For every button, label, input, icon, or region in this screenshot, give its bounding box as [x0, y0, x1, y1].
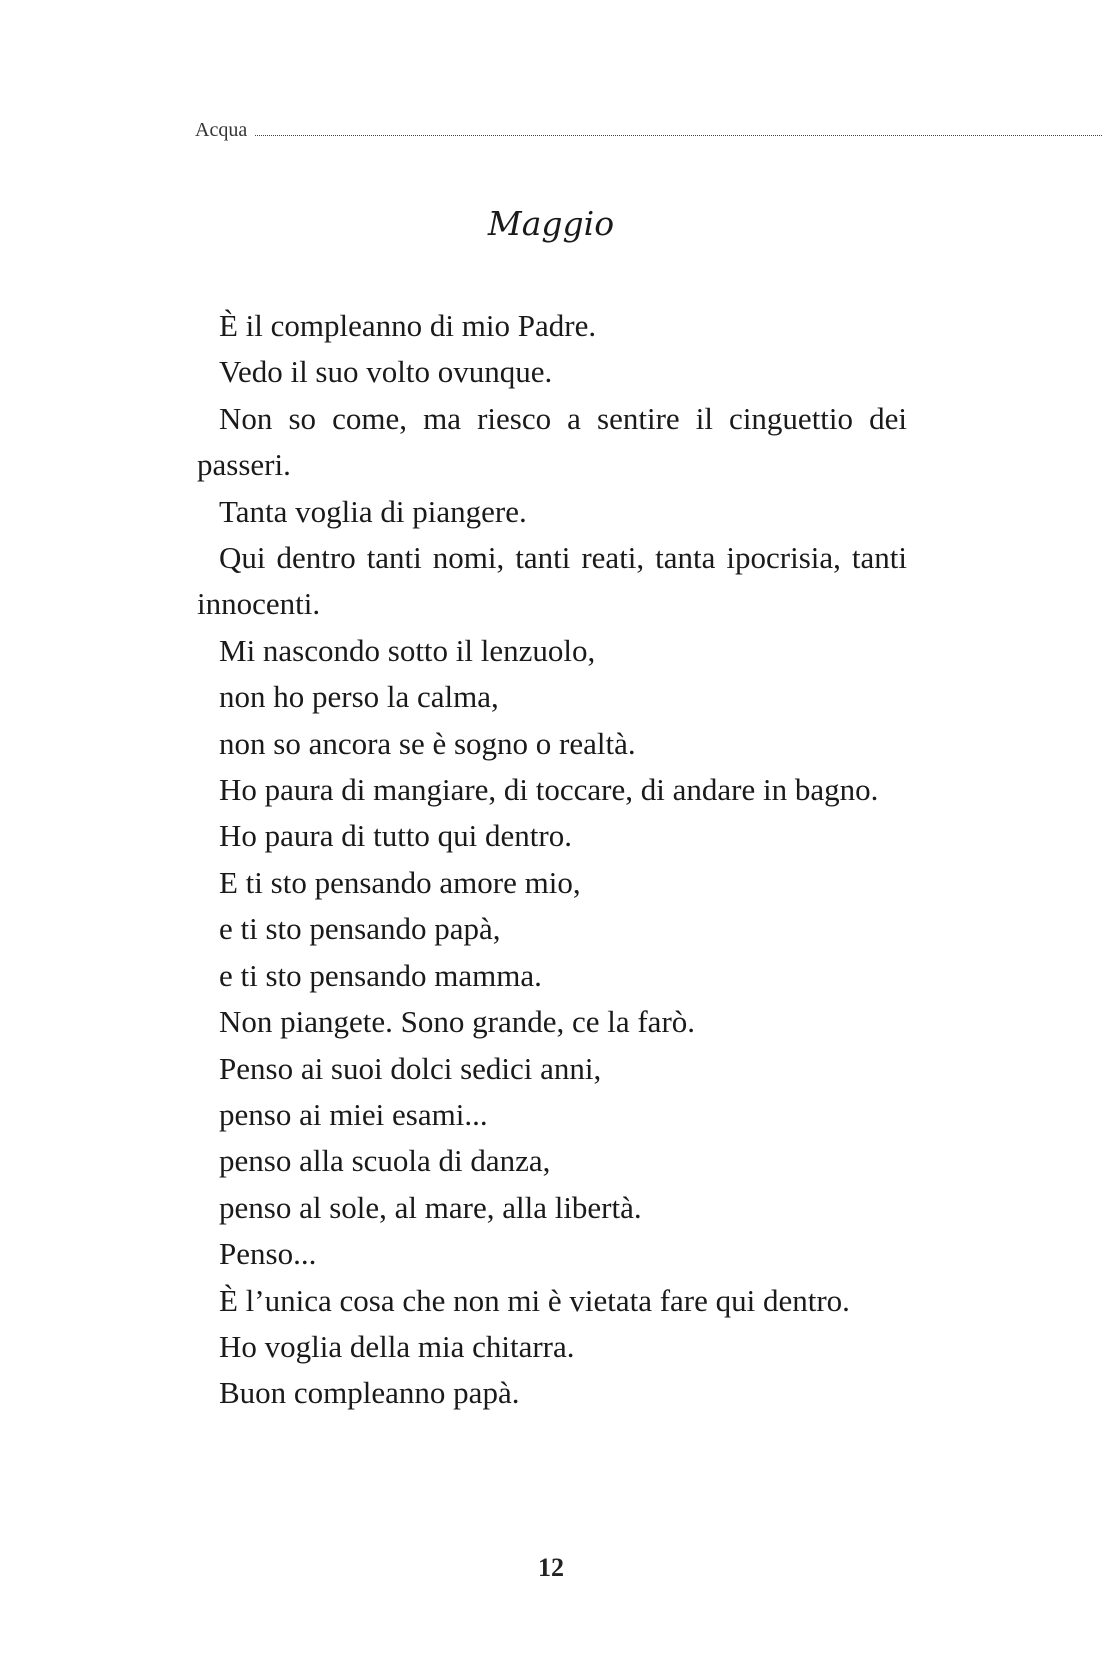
dotted-leader	[255, 135, 1102, 136]
poem-line: Vedo il suo volto ovunque.	[219, 354, 553, 390]
poem-line: e ti sto pensando papà,	[219, 911, 501, 947]
poem-line: Penso ai suoi dolci sedici anni,	[219, 1050, 602, 1086]
poem-line: non ho perso la calma,	[219, 679, 499, 715]
running-header	[195, 114, 1102, 140]
page-number: 12	[538, 1553, 564, 1582]
poem-line: penso al sole, al mare, alla libertà.	[219, 1189, 642, 1225]
poem-body	[197, 303, 907, 1417]
poem-line: Ho voglia della mia chitarra.	[219, 1328, 575, 1364]
poem-line: penso alla scuola di danza,	[219, 1143, 551, 1179]
running-header-title: Acqua	[195, 119, 248, 141]
poem-line: E ti sto pensando amore mio,	[219, 864, 581, 900]
chapter-title: Maggio	[487, 204, 615, 243]
poem-line: È il compleanno di mio Padre.	[219, 308, 597, 343]
poem-line: e ti sto pensando mamma.	[219, 957, 542, 993]
poem-line: Mi nascondo sotto il lenzuolo,	[219, 632, 596, 668]
poem-line: Qui dentro tanti nomi, tanti reati, tanta ipocrisia, tanti innocenti.	[197, 540, 907, 622]
poem-line: non so ancora se è sogno o realtà.	[219, 725, 636, 761]
poem-line: Ho paura di tutto qui dentro.	[219, 818, 572, 854]
poem-line: penso ai miei esami...	[219, 1096, 488, 1132]
poem-line: Penso...	[219, 1236, 317, 1272]
poem-line: Buon compleanno papà.	[219, 1375, 520, 1411]
poem-line: È l’unica cosa che non mi è vietata fare qui dentro.	[219, 1282, 850, 1318]
poem-line: Non piangete. Sono grande, ce la farò.	[219, 1004, 696, 1040]
poem-line: Ho paura di mangiare, di toccare, di andare in bagno.	[219, 772, 879, 808]
poem-line: Non so come, ma riesco a sentire il cinguettio dei passeri.	[197, 400, 907, 483]
poem-line: Tanta voglia di piangere.	[219, 493, 527, 529]
